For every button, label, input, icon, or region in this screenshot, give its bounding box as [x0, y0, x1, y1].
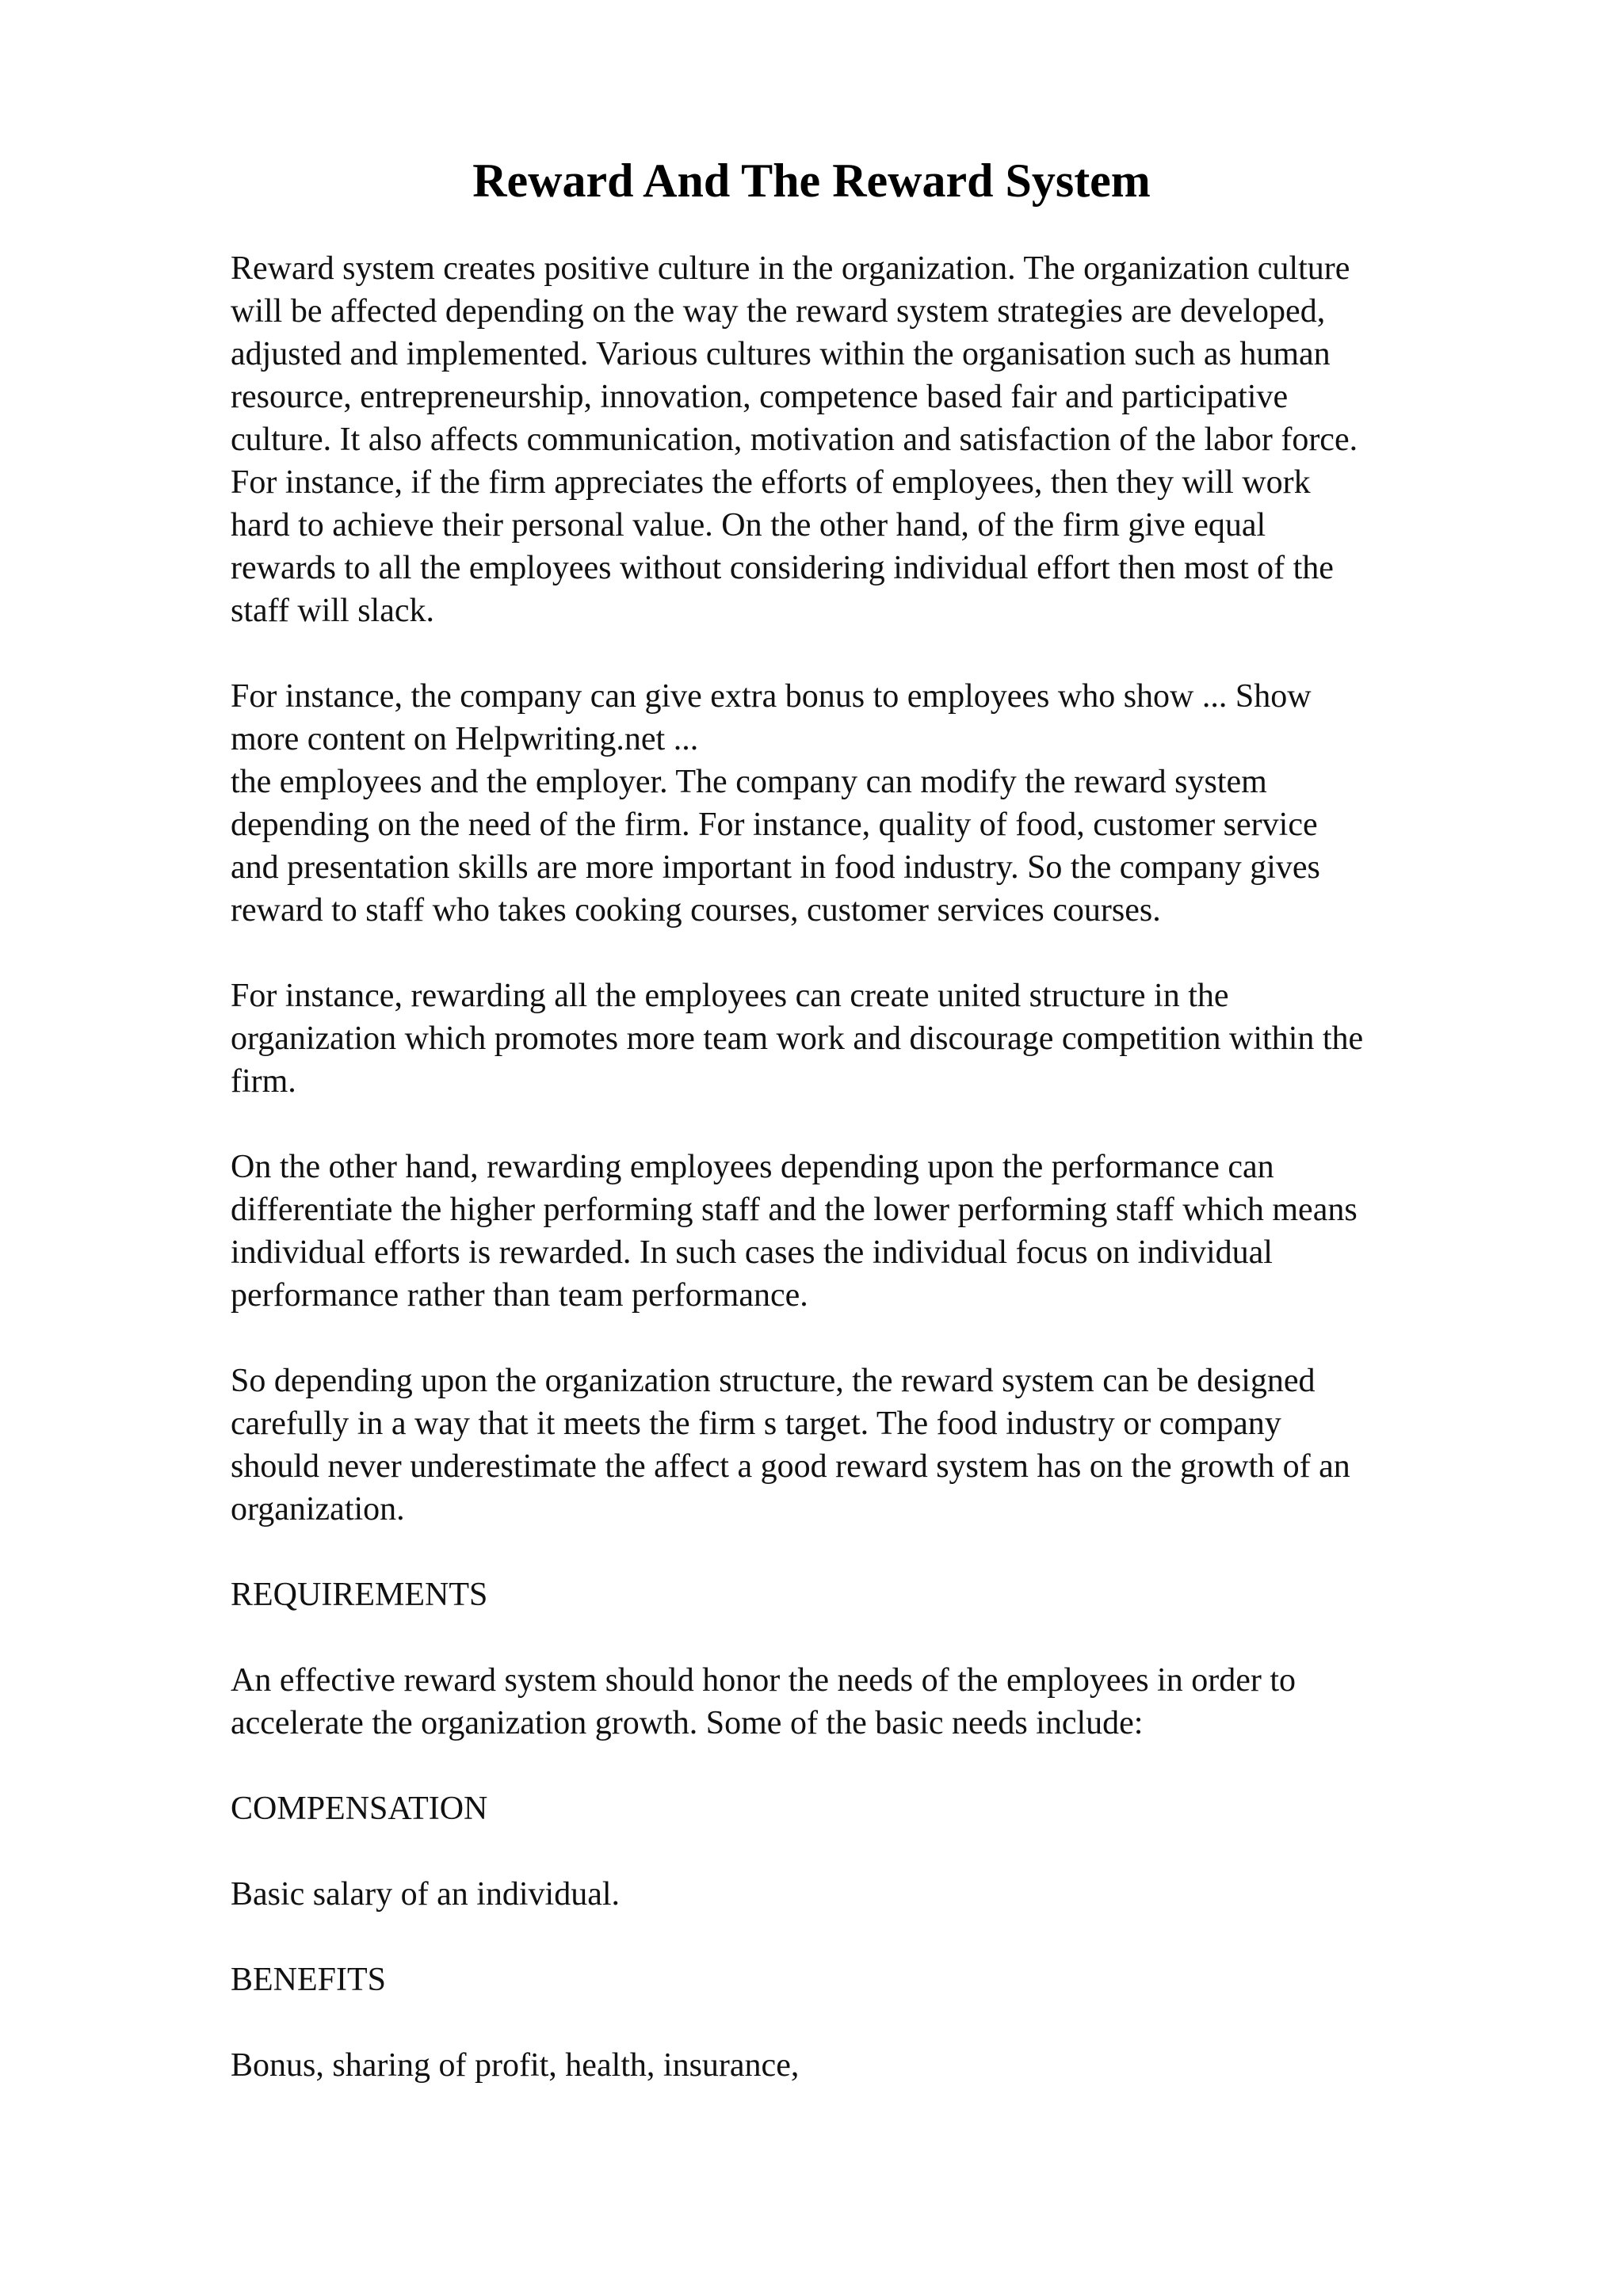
paragraph-performance: [231, 1146, 1499, 1317]
text-line: So depending upon the organization structure, the reward system can be designed: [231, 1363, 1316, 1399]
text-line: should never underestimate the affect a good reward system has on the growth of an: [231, 1448, 1350, 1485]
heading-requirements: [231, 1573, 1499, 1616]
text-line: resource, entrepreneurship, innovation, competence based fair and participative: [231, 379, 1289, 415]
text-line: Basic salary of an individual.: [231, 1876, 621, 1913]
paragraph-benefits: [231, 2044, 1499, 2087]
text-line: Bonus, sharing of profit, health, insurance,: [231, 2047, 800, 2084]
text-line: performance rather than team performance.: [231, 1277, 808, 1314]
text-line: organization which promotes more team work and discourage competition within the: [231, 1020, 1364, 1057]
text-line: reward to staff who takes cooking courses, customer services courses.: [231, 892, 1161, 929]
text-line: rewards to all the employees without considering individual effort then most of the: [231, 550, 1334, 586]
paragraph-compensation: [231, 1873, 1499, 1916]
text-line: For instance, rewarding all the employees can create united structure in the: [231, 978, 1229, 1014]
text-line: staff will slack.: [231, 593, 435, 629]
text-line: organization.: [231, 1491, 405, 1527]
section-heading: BENEFITS: [231, 1962, 387, 1998]
text-line: adjusted and implemented. Various cultures within the organisation such as human: [231, 336, 1331, 372]
heading-compensation: [231, 1787, 1499, 1830]
paragraph-extra-bonus: [231, 675, 1499, 761]
text-line: differentiate the higher performing staff and the lower performing staff which means: [231, 1192, 1358, 1228]
paragraph-reward-culture: [231, 247, 1499, 632]
text-line: culture. It also affects communication, motivation and satisfaction of the labor force.: [231, 421, 1358, 458]
section-heading: REQUIREMENTS: [231, 1577, 488, 1613]
heading-benefits: [231, 1958, 1499, 2001]
text-line: An effective reward system should honor the needs of the employees in order to: [231, 1662, 1296, 1699]
text-line: will be affected depending on the way the reward system strategies are developed,: [231, 293, 1326, 330]
text-line: hard to achieve their personal value. On the other hand, of the firm give equal: [231, 507, 1266, 543]
text-line: For instance, if the firm appreciates the efforts of employees, then they will work: [231, 464, 1311, 501]
section-heading: COMPENSATION: [231, 1791, 488, 1827]
document-body: [231, 247, 1499, 2130]
text-line: For instance, the company can give extra bonus to employees who show ... Show: [231, 678, 1312, 715]
paragraph-requirements: [231, 1659, 1499, 1745]
text-line: and presentation skills are more important in food industry. So the company gives: [231, 849, 1320, 886]
text-line: more content on Helpwriting.net ...: [231, 721, 699, 757]
paragraph-modify-system: [231, 761, 1499, 932]
document-title: Reward And The Reward System: [472, 154, 1151, 207]
text-line: individual efforts is rewarded. In such cases the individual focus on individual: [231, 1234, 1273, 1271]
text-line: carefully in a way that it meets the firm s target. The food industry or company: [231, 1405, 1281, 1442]
text-line: accelerate the organization growth. Some of the basic needs include:: [231, 1705, 1144, 1741]
paragraph-united-structure: [231, 974, 1499, 1103]
paragraph-conclusion: [231, 1360, 1499, 1531]
text-line: the employees and the employer. The company can modify the reward system: [231, 764, 1267, 800]
text-line: On the other hand, rewarding employees depending upon the performance can: [231, 1149, 1274, 1185]
text-line: firm.: [231, 1063, 296, 1100]
text-line: depending on the need of the firm. For instance, quality of food, customer service: [231, 807, 1318, 843]
text-line: Reward system creates positive culture in the organization. The organization culture: [231, 250, 1350, 287]
